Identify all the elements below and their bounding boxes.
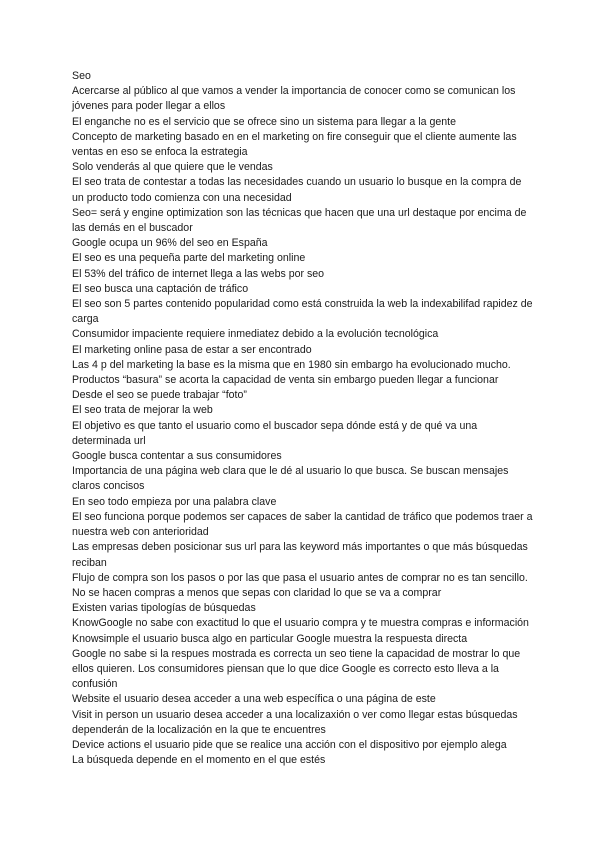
paragraph: Seo= será y engine optimization son las técnicas que hacen que una url destaque por encima de las demás en el buscador xyxy=(72,206,527,235)
paragraph: El seo busca una captación de tráfico xyxy=(72,282,249,295)
paragraph: Google busca contentar a sus consumidores xyxy=(72,450,282,463)
paragraph: El objetivo es que tanto el usuario como el buscador sepa dónde está y de qué va una determinada url xyxy=(72,419,478,447)
paragraph: KnowGoogle no sabe con exactitud lo que el usuario compra y te muestra compras e información xyxy=(72,617,529,630)
paragraph: Google no sabe si la respues mostrada es correcta un seo tiene la capacidad de mostrar lo que ellos quieren. Los consumidores piensan que lo que dice Google es correcto esto lleva a la confusión xyxy=(72,647,521,691)
paragraph: El seo es una pequeña parte del marketing online xyxy=(72,252,306,265)
paragraph: Consumidor impaciente requiere inmediatez debido a la evolución tecnológica xyxy=(72,328,439,341)
paragraph: Solo venderás al que quiere que le vendas xyxy=(72,161,273,174)
paragraph: Las 4 p del marketing la base es la misma que en 1980 sin embargo ha evolucionado mucho. xyxy=(72,358,511,371)
document-body xyxy=(72,69,534,768)
paragraph: El seo trata de mejorar la web xyxy=(72,404,213,417)
paragraph: El enganche no es el servicio que se ofrece sino un sistema para llegar a la gente xyxy=(72,115,456,128)
paragraph: Importancia de una página web clara que le dé al usuario lo que busca. Se buscan mensajes claros concisos xyxy=(72,465,509,493)
paragraph: Google ocupa un 96% del seo en España xyxy=(72,237,268,250)
paragraph: Las empresas deben posicionar sus url para las keyword más importantes o que más búsquedas reciban xyxy=(72,541,528,569)
paragraph: Concepto de marketing basado en en el marketing on fire conseguir que el cliente aumente las ventas en eso se enfoca la estrategia xyxy=(72,130,517,159)
paragraph: La búsqueda depende en el momento en el que estés xyxy=(72,754,326,767)
paragraph: Productos “basura” se acorta la capacidad de venta sin embargo pueden llegar a funcionar xyxy=(72,374,499,387)
paragraph: En seo todo empieza por una palabra clave xyxy=(72,495,277,508)
paragraph: Knowsimple el usuario busca algo en particular Google muestra la respuesta directa xyxy=(72,632,468,645)
paragraph: Flujo de compra son los pasos o por las que pasa el usuario antes de comprar no es tan sencillo. No se hacen compras a menos que sepas con claridad lo que se va a comprar xyxy=(72,571,528,599)
paragraph: El 53% del tráfico de internet llega a las webs por seo xyxy=(72,267,325,280)
paragraph: Acercarse al público al que vamos a vender la importancia de conocer como se comunican los jóvenes para poder llegar a ellos xyxy=(72,85,516,113)
paragraph: Existen varias tipologías de búsquedas xyxy=(72,602,256,615)
paragraph: El seo funciona porque podemos ser capaces de saber la cantidad de tráfico que podemos traer a nuestra web con anterioridad xyxy=(72,510,533,539)
paragraph: El seo son 5 partes contenido popularidad como está construida la web la indexabilifad rapidez de carga xyxy=(72,298,533,326)
paragraph: Desde el seo se puede trabajar “foto” xyxy=(72,389,247,402)
paragraph: El marketing online pasa de estar a ser encontrado xyxy=(72,343,312,356)
paragraph-title: Seo xyxy=(72,70,91,82)
paragraph: El seo trata de contestar a todas las necesidades cuando un usuario lo busque en la compra de un producto todo comienza con una necesidad xyxy=(72,176,522,204)
paragraph: Website el usuario desea acceder a una web específica o una página de este xyxy=(72,693,436,706)
paragraph: Device actions el usuario pide que se realice una acción con el dispositivo por ejemplo alega xyxy=(72,738,507,751)
paragraph: Visit in person un usuario desea acceder a una localizaxión o ver como llegar estas búsquedas dependerán de la localización en la que te encuentres xyxy=(72,708,518,736)
